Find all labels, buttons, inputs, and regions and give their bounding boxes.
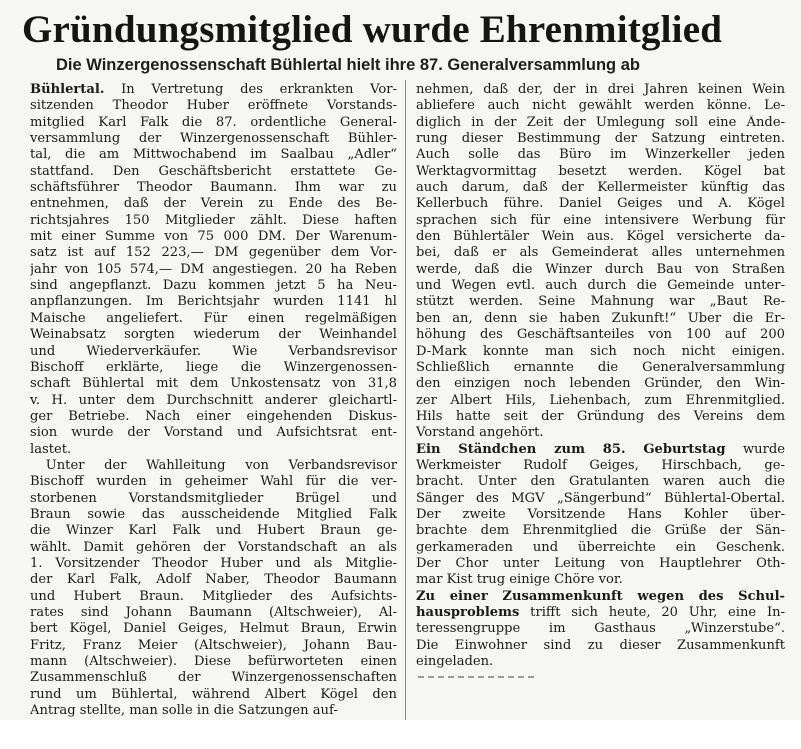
article-line: Werktagvormittag besetzt werden. Kögel bat [416,163,785,179]
article-column-right [416,82,785,670]
article-line: gerkameraden und überreichte ein Geschenk. [416,539,785,555]
article-line: abliefere auch nicht gewählt werden könne. Le- [416,98,785,114]
article-line: Bühlertal. In Vertretung des erkrankten Vor- [30,82,397,97]
column-divider [405,80,406,720]
article-line: mar Kist trug einige Chöre vor. [416,572,623,588]
article-line: storbenen Vorstandsmitglieder Brügel und [30,490,397,506]
article-line: Sänger des MGV „Sängerbund“ Bühlertal-Obertal. [416,490,785,506]
article-line: stattfand. Den Geschäftsbericht erstattete Ge- [30,163,397,179]
article-line: den einzigen noch lebenden Gründer, den Win- [416,376,785,392]
article-line: satz ist auf 152 223,— DM gegenüber dem Vor- [30,245,397,261]
article-line: rates sind Johann Baumann (Altschweier), Al- [30,605,397,620]
article-line: Unter der Wahlleitung von Verbandsrevisor [45,457,397,473]
article-line: Bischoff wurden in geheimer Wahl für die ver- [30,474,397,490]
article-line: Bischoff erklärte, liege die Winzergenossen- [30,359,397,375]
cut-off-line-remnant [418,676,538,678]
article-line: bert Kögel, Daniel Geiges, Helmut Braun, Erwin [30,621,397,637]
article-line: die Winzer Karl Falk und Hubert Braun ge- [30,523,397,539]
article-line: rung dieser Bestimmung der Satzung eintreten. [416,131,785,147]
article-line: Maische angeliefert. Für einen regelmäßigen [30,310,397,326]
article-line: Kellerbuch führe. Daniel Geiges und A. Kögel [416,196,785,212]
article-line: bracht. Unter den Gratulanten waren auch die [416,474,785,490]
article-line: sind angepflanzt. Dazu kommen jetzt 5 ha Neu- [30,278,397,294]
article-line: tal, die am Mittwochabend im Saalbau „Adler“ [30,147,397,163]
article-line: mann (Altschweier). Diese befürworteten einen [30,654,397,670]
article-line: eingeladen. [416,654,494,670]
article-line: Auch solle das Büro im Winzerkeller jeden [416,147,785,163]
article-line: werde, daß die Winzer durch Bau von Straßen [416,261,785,277]
article-line: teressengruppe im Gasthaus „Winzerstube“. [416,621,785,637]
article-column-left [30,82,397,719]
article-line: brachte dem Ehrenmitglied die Grüße der Sän- [416,523,785,539]
article-line: sion wurde der Vorstand und Aufsichtsrat ent- [30,425,397,441]
article-line: mit einer Summe von 75 000 DM. Der Warenum- [30,229,397,245]
article-line: richtsjahres 150 Mitglieder zählt. Diese haften [30,212,397,228]
article-line: Zusammenschluß der Winzergenossenschaften [30,670,397,686]
article-line: Antrag stellte, man solle in die Satzungen auf- [30,703,338,719]
article-line: Ein Ständchen zum 85. Geburtstag wurde [416,441,785,457]
article-line: Der zweite Vorsitzende Hans Kohler über- [416,506,785,522]
article-line: D-Mark konnte man sich noch nicht einigen. [416,343,785,359]
article-line: Hils hatte seit der Gründung des Vereins dem [416,408,785,424]
article-line: bei, daß er als Gemeinderat alles unternehmen [416,245,785,261]
article-line: Braun sowie das ausscheidende Mitglied Falk [30,506,397,522]
article-line: schaft Bühlertal mit dem Unkostensatz von 31,8 [30,376,397,392]
article-line: zer Albert Hils, Liehenbach, zum Ehrenmitglied. [416,392,785,408]
article-line: entnehmen, daß der Verein zu Ende des Be- [30,196,397,212]
article-line: v. H. unter dem Durchschnitt anderer gleichartl- [30,392,397,408]
article-line: auch darum, daß der Kellermeister künftig das [416,180,785,196]
article-line: Weinabsatz sorgten wiederum der Weinhandel [30,327,397,343]
article-line: 1. Vorsitzender Theodor Huber und als Mitglie- [30,555,397,571]
article-line: Die Einwohner sind zu dieser Zusammenkunft [416,637,785,653]
article-line: ben an, denn sie haben Zukunft!“ Über die Er- [416,310,785,326]
article-line: versammlung der Winzergenossenschaft Bühler- [30,131,397,147]
article-line: Zu einer Zusammenkunft wegen des Schul- [416,588,785,604]
article-line: diglich in der Zeit der Umlegung soll eine Ände- [416,114,785,130]
article-line: Werkmeister Rudolf Geiges, Hirschbach, ge- [416,457,785,473]
article-line: und Wiederverkäufer. Wie Verbandsrevisor [30,343,397,359]
article-line: stützt werden. Seine Mahnung war „Baut Re- [416,294,785,310]
article-line: wählt. Damit gehören der Vorstandschaft an als [30,539,397,555]
article-line: und Hubert Braun. Mitglieder des Aufsichts- [30,588,397,604]
article-line: sitzenden Theodor Huber eröffnete Vorstands- [30,98,397,114]
article-line: nehmen, daß der, der in drei Jahren keinen Wein [416,82,785,97]
article-line: und Wegen evtl. auch durch die Gemeinde unter- [416,278,785,294]
article-line: schäftsführer Theodor Baumann. Ihm war zu [30,180,397,196]
article-line: mitglied Karl Falk die 87. ordentliche General- [30,114,397,130]
article-line: Vorstand angehört. [416,425,544,441]
article-line: Fritz, Franz Meier (Altschweier), Johann Bau- [30,637,397,653]
article-line: höhung des Geschäftsanteiles von 100 auf 200 [416,327,785,343]
article-line: hausproblems trifft sich heute, 20 Uhr, eine In- [416,605,785,620]
article-line: sprachen sich für eine intensivere Werbung für [416,212,785,228]
article-line: rund um Bühlertal, während Albert Kögel den [30,686,397,702]
article-line: lastet. [30,441,72,457]
article-headline: Gründungsmitglied wurde Ehrenmitglied [22,8,723,51]
article-line: anpflanzungen. Im Berichtsjahr wurden 1141 hl [30,294,397,310]
article-line: Schließlich ernannte die Generalversammlung [416,359,785,375]
article-line: der Karl Falk, Adolf Naber, Theodor Baumann [30,572,397,588]
article-subheadline: Die Winzergenossenschaft Bühlertal hielt ihre 87. Generalversammlung ab [56,56,640,74]
article-line: Der Chor unter Leitung von Hauptlehrer Oth- [416,555,785,571]
article-line: ger Betriebe. Nach einer eingehenden Diskus- [30,408,397,424]
article-line: den Bühlertäler Wein aus. Kögel versicherte da- [416,229,785,245]
article-line: jahr von 105 574,— DM angestiegen. 20 ha Reben [30,261,397,277]
